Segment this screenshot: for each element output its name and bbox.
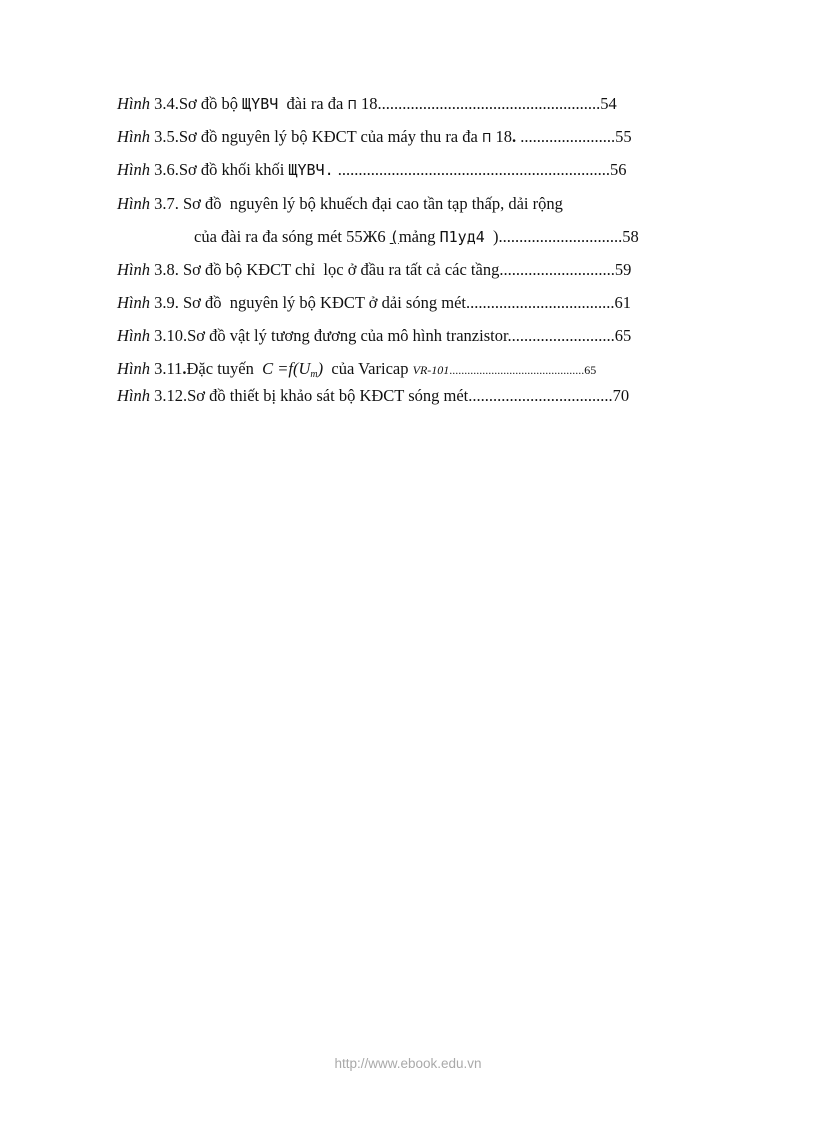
entry-text: 3.4.Sơ đồ bộ	[150, 94, 243, 113]
toc-entry	[117, 326, 631, 346]
entry-text: 3.8. Sơ đồ bộ KĐCT chỉ lọc ở đầu ra tất cả các tầng	[150, 260, 500, 279]
leader-dots: ..................................................................	[333, 160, 610, 179]
entry-prefix: Hình	[117, 260, 150, 279]
entry-text: 3.9. Sơ đồ nguyên lý bộ KĐCT ở dải sóng mét	[150, 293, 466, 312]
entry-prefix: Hình	[117, 194, 150, 213]
toc-entry	[117, 194, 563, 214]
formula-close: )	[317, 359, 324, 378]
leader-dots: ............................	[499, 260, 615, 279]
entry-text: 3.5.Sơ đồ nguyên lý bộ KĐCT của máy thu ra đa	[150, 127, 482, 146]
bold-dot: .	[182, 359, 187, 378]
entry-text: đài ra đa	[278, 94, 348, 113]
formula-subscript: m	[310, 369, 318, 380]
toc-entry	[117, 293, 631, 313]
entry-prefix: Hình	[117, 127, 150, 146]
cyrillic-label: ЩYВЧ	[242, 95, 279, 113]
toc-entry-continuation	[194, 227, 639, 247]
pi-symbol: П	[481, 130, 492, 145]
entry-prefix: Hình	[117, 160, 150, 179]
page-number: 70	[612, 386, 630, 405]
model-label: VR-101	[412, 363, 450, 377]
toc-entry	[117, 160, 626, 180]
entry-text: 3.12.Sơ đồ thiết bị khảo sát bộ KĐCT sóng mét	[150, 386, 469, 405]
entry-prefix: Hình	[117, 293, 150, 312]
page-number: 56	[609, 160, 627, 179]
toc-entry	[117, 359, 596, 385]
toc-entry	[117, 386, 629, 406]
entry-text: 3.6.Sơ đồ khối khối	[150, 160, 289, 179]
page-number: 59	[614, 260, 632, 279]
formula: C =f(U	[262, 359, 311, 378]
toc-entry	[117, 260, 631, 280]
pi-symbol: П	[347, 97, 357, 112]
entry-prefix: Hình	[117, 94, 150, 113]
leader-dots: ...................................	[468, 386, 613, 405]
leader-dots: ..........................	[507, 326, 615, 345]
leader-dots: ..............................	[498, 227, 623, 246]
toc-entry	[117, 94, 617, 115]
entry-text: Đặc tuyến	[186, 359, 263, 378]
cyrillic-label: ЩYВЧ.	[288, 161, 334, 179]
leader-dots: ......................................................	[377, 94, 601, 113]
leader-dots: ....................................	[465, 293, 615, 312]
page-number: 61	[614, 293, 631, 312]
page-number: 58	[622, 227, 639, 246]
entry-text: 18	[356, 94, 378, 113]
bold-dot: .	[512, 127, 517, 146]
entry-text: của Varicap	[323, 359, 413, 378]
entry-prefix: Hình	[117, 386, 150, 405]
page-number: 65	[584, 363, 597, 377]
page-number: 55	[615, 127, 632, 146]
bracket: (	[389, 228, 399, 246]
toc-entry	[117, 127, 632, 148]
entry-text: 18	[491, 127, 512, 146]
entry-text: 3.10.Sơ đồ vật lý tương đương của mô hình tranzistor	[150, 326, 508, 345]
footer-url: http://www.ebook.edu.vn	[334, 1056, 482, 1071]
entry-prefix: Hình	[117, 359, 150, 378]
entry-text: của đài ra đa sóng mét 55Ж6	[194, 227, 390, 246]
entry-text: 3.7. Sơ đồ nguyên lý bộ khuếch đại cao tần tạp thấp, dải rộng	[150, 194, 563, 213]
page-number: 54	[600, 94, 617, 113]
leader-dots: .............................................	[449, 363, 585, 377]
cyrillic-label: П1уд4	[439, 228, 485, 246]
entry-text: )	[484, 227, 499, 246]
entry-text: mảng	[398, 227, 440, 246]
entry-text: 3.11	[150, 359, 183, 378]
entry-prefix: Hình	[117, 326, 150, 345]
page-number: 65	[614, 326, 632, 345]
leader-dots: .......................	[516, 127, 616, 146]
